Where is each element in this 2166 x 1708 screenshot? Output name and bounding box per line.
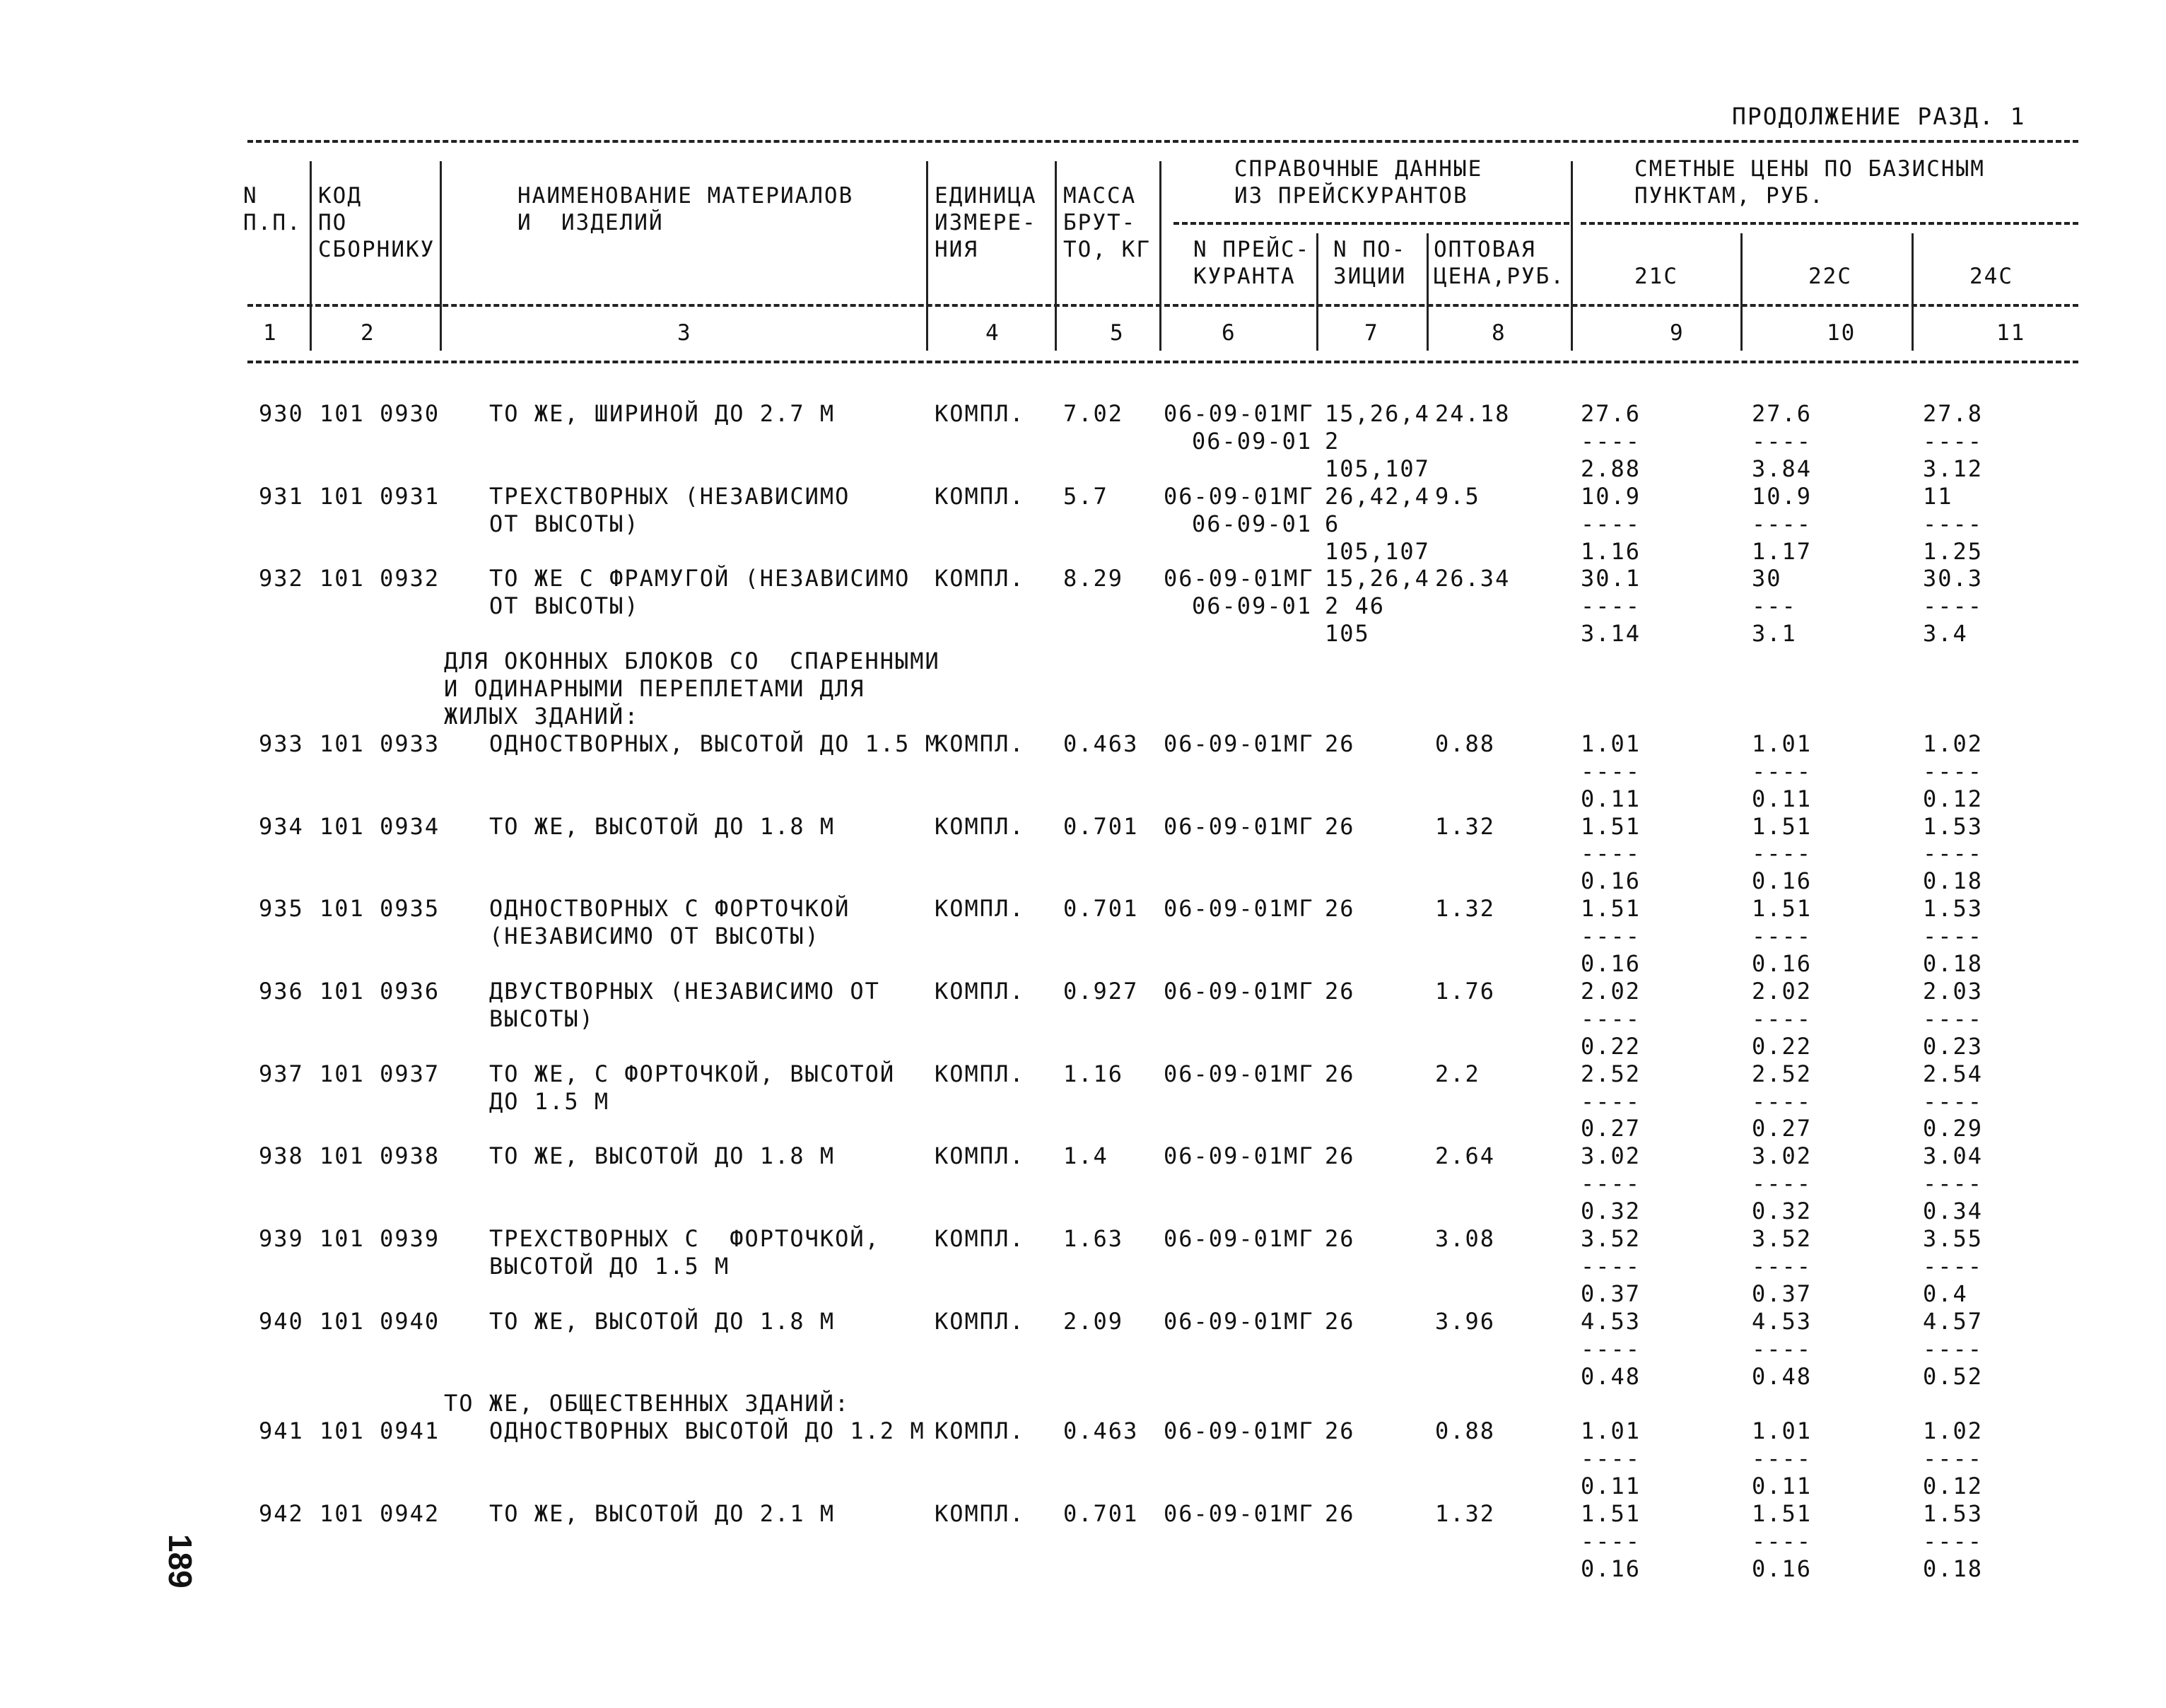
row-unit: КОМПЛ. [935,1225,1025,1252]
row-wholesale-price: 26.34 [1435,565,1511,592]
row-p24: 4.57 [1923,1308,1984,1335]
row-mass: 8.29 [1063,565,1124,592]
row-p24: ---- [1923,1528,1984,1555]
row-unit: КОМПЛ. [935,1417,1025,1444]
row-number: 932 [259,565,304,592]
row-p21: 1.01 [1581,1417,1641,1444]
row-mass: 0.463 [1063,1417,1139,1444]
row-name: ТО ЖЕ, ВЫСОТОЙ ДО 1.8 М [489,813,836,840]
row-p22: 0.37 [1752,1280,1813,1307]
header-price-group-1: СМЕТНЫЕ ЦЕНЫ ПО БАЗИСНЫМ [1634,156,1985,182]
row-p24: 0.52 [1923,1363,1984,1390]
header-position-2: ЗИЦИИ [1333,264,1407,289]
row-p21: ---- [1581,1170,1641,1197]
row-name: (НЕЗАВИСИМО ОТ ВЫСОТЫ) [489,923,820,949]
row-code: 101 0933 [320,730,440,757]
row-p24: 1.25 [1923,538,1984,565]
row-position: 26 [1325,895,1355,922]
row-p24: ---- [1923,1335,1984,1362]
row-p21: 2.52 [1581,1060,1641,1087]
row-p22: ---- [1752,923,1813,949]
header-n: N [243,183,258,209]
col-divider [926,161,928,351]
header-mid-rule-price [1581,222,2078,225]
row-p21: ---- [1581,1445,1641,1472]
row-p22: ---- [1752,428,1813,455]
row-p24: ---- [1923,1088,1984,1115]
header-wholesale-1: ОПТОВАЯ [1434,237,1536,262]
row-p24: 11 [1923,483,1953,510]
row-p21: 0.27 [1581,1115,1641,1142]
row-p22: ---- [1752,1088,1813,1115]
row-unit: КОМПЛ. [935,400,1025,427]
row-p21: 0.22 [1581,1033,1641,1060]
row-p24: 3.55 [1923,1225,1984,1252]
row-code: 101 0934 [320,813,440,840]
row-name: ТО ЖЕ, ШИРИНОЙ ДО 2.7 М [489,400,836,427]
colnum-9: 9 [1670,320,1685,346]
row-pricelist: 06-09-01МГ [1164,813,1314,840]
row-name: ДВУСТВОРНЫХ (НЕЗАВИСИМО ОТ [489,978,880,1005]
header-position-1: N ПО- [1333,237,1407,262]
row-p24: 0.18 [1923,950,1984,977]
row-code: 101 0942 [320,1500,440,1527]
col-divider [1159,161,1161,351]
header-21c: 21С [1634,264,1678,289]
header-unit-1: ЕДИНИЦА [935,183,1037,209]
row-number: 941 [259,1417,304,1444]
colnum-3: 3 [677,320,692,346]
row-p24: 0.18 [1923,1555,1984,1582]
row-unit: КОМПЛ. [935,730,1025,757]
row-name: ОДНОСТВОРНЫХ С ФОРТОЧКОЙ [489,895,850,922]
row-p21: ---- [1581,1253,1641,1280]
row-mass: 0.463 [1063,730,1139,757]
row-name: ТО ЖЕ С ФРАМУГОЙ (НЕЗАВИСИМО [489,565,911,592]
row-p22: 30 [1752,565,1782,592]
row-p22: 2.52 [1752,1060,1813,1087]
header-ref-group-1: СПРАВОЧНЫЕ ДАННЫЕ [1234,156,1483,182]
row-code: 101 0932 [320,565,440,592]
colnum-4: 4 [985,320,1000,346]
row-number: 939 [259,1225,304,1252]
row-number: 933 [259,730,304,757]
row-p24: ---- [1923,1170,1984,1197]
row-p24: 0.23 [1923,1033,1984,1060]
row-code: 101 0935 [320,895,440,922]
row-unit: КОМПЛ. [935,1308,1025,1335]
row-p22: ---- [1752,1335,1813,1362]
row-p24: 0.12 [1923,1473,1984,1499]
row-mass: 1.16 [1063,1060,1124,1087]
row-position: 26,42,4 [1325,483,1430,510]
row-p24: 1.53 [1923,895,1984,922]
row-p24: 2.03 [1923,978,1984,1005]
row-unit: КОМПЛ. [935,1060,1025,1087]
row-number: 931 [259,483,304,510]
row-p21: ---- [1581,1005,1641,1032]
row-p22: ---- [1752,1005,1813,1032]
row-unit: КОМПЛ. [935,978,1025,1005]
row-wholesale-price: 2.2 [1435,1060,1480,1087]
row-position: 26 [1325,1060,1355,1087]
row-p22: 0.48 [1752,1363,1813,1390]
row-p21: 0.16 [1581,867,1641,894]
colnum-7: 7 [1364,320,1379,346]
row-p21: ---- [1581,840,1641,867]
row-p21: 0.16 [1581,950,1641,977]
row-p22: 0.16 [1752,950,1813,977]
row-p24: 30.3 [1923,565,1984,592]
row-code: 101 0940 [320,1308,440,1335]
row-p21: 4.53 [1581,1308,1641,1335]
row-p21: 1.16 [1581,538,1641,565]
row-p24: 2.54 [1923,1060,1984,1087]
row-name: ОТ ВЫСОТЫ) [489,510,640,537]
row-p24: ---- [1923,1005,1984,1032]
row-p21: 0.37 [1581,1280,1641,1307]
row-p22: 0.32 [1752,1198,1813,1224]
row-name: ТО ЖЕ, ВЫСОТОЙ ДО 1.8 М [489,1142,836,1169]
header-ref-group-2: ИЗ ПРЕЙСКУРАНТОВ [1234,183,1468,209]
section-heading: ЖИЛЫХ ЗДАНИЙ: [444,703,640,730]
row-pricelist: 06-09-01МГ [1164,1500,1314,1527]
row-wholesale-price: 1.76 [1435,978,1496,1005]
row-wholesale-price: 24.18 [1435,400,1511,427]
row-mass: 1.63 [1063,1225,1124,1252]
row-wholesale-price: 0.88 [1435,1417,1496,1444]
row-p22: 1.01 [1752,730,1813,757]
header-mid-rule-ref [1173,222,1569,225]
colnum-6: 6 [1222,320,1236,346]
header-mass-1: МАССА [1063,183,1137,209]
row-pricelist: 06-09-01 [1192,428,1313,455]
row-p21: ---- [1581,923,1641,949]
row-p24: ---- [1923,840,1984,867]
row-pricelist: 06-09-01МГ [1164,1308,1314,1335]
row-unit: КОМПЛ. [935,483,1025,510]
row-code: 101 0938 [320,1142,440,1169]
row-unit: КОМПЛ. [935,895,1025,922]
row-p22: ---- [1752,510,1813,537]
header-name-1: НАИМЕНОВАНИЕ МАТЕРИАЛОВ [517,183,854,209]
row-p22: ---- [1752,840,1813,867]
row-position: 26 [1325,978,1355,1005]
row-position: 2 [1325,428,1340,455]
row-p21: 10.9 [1581,483,1641,510]
row-p24: 1.02 [1923,730,1984,757]
colnum-8: 8 [1492,320,1506,346]
row-p24: 1.53 [1923,813,1984,840]
row-p22: --- [1752,592,1797,619]
col-divider [1740,233,1743,351]
row-name: ОДНОСТВОРНЫХ, ВЫСОТОЙ ДО 1.5 М [489,730,940,757]
section-heading: ДЛЯ ОКОННЫХ БЛОКОВ СО СПАРЕННЫМИ [444,648,940,674]
colnum-5: 5 [1110,320,1125,346]
row-wholesale-price: 3.08 [1435,1225,1496,1252]
row-p24: 3.4 [1923,620,1968,647]
row-p24: 0.4 [1923,1280,1968,1307]
row-position: 26 [1325,1417,1355,1444]
row-p24: ---- [1923,1445,1984,1472]
row-mass: 5.7 [1063,483,1108,510]
row-position: 6 [1325,510,1340,537]
row-pricelist: 06-09-01МГ [1164,1142,1314,1169]
header-price-group-2: ПУНКТАМ, РУБ. [1634,183,1825,209]
row-pricelist: 06-09-01МГ [1164,1060,1314,1087]
section-heading: ТО ЖЕ, ОБЩЕСТВЕННЫХ ЗДАНИЙ: [444,1390,850,1417]
row-p21: 3.14 [1581,620,1641,647]
row-p21: 0.11 [1581,1473,1641,1499]
row-p22: 1.51 [1752,813,1813,840]
row-wholesale-price: 0.88 [1435,730,1496,757]
header-code-2: ПО [318,210,348,235]
row-wholesale-price: 1.32 [1435,895,1496,922]
row-mass: 0.701 [1063,895,1139,922]
row-wholesale-price: 9.5 [1435,483,1480,510]
row-p24: ---- [1923,592,1984,619]
header-22c: 22С [1808,264,1852,289]
row-unit: КОМПЛ. [935,1500,1025,1527]
colnum-11: 11 [1996,320,2026,346]
row-p21: 1.51 [1581,1500,1641,1527]
row-wholesale-price: 1.32 [1435,813,1496,840]
row-name: ТРЕХСТВОРНЫХ (НЕЗАВИСИМО [489,483,850,510]
row-pricelist: 06-09-01МГ [1164,400,1314,427]
row-p24: 1.53 [1923,1500,1984,1527]
header-24c: 24С [1969,264,2013,289]
row-p22: 3.84 [1752,455,1813,482]
row-p22: ---- [1752,758,1813,785]
row-p21: ---- [1581,1088,1641,1115]
row-p21: ---- [1581,758,1641,785]
col-divider [1571,161,1573,351]
row-mass: 0.701 [1063,813,1139,840]
row-p22: 10.9 [1752,483,1813,510]
row-pricelist: 06-09-01 [1192,510,1313,537]
row-p22: 2.02 [1752,978,1813,1005]
row-p22: 27.6 [1752,400,1813,427]
row-p21: 30.1 [1581,565,1641,592]
row-p22: 0.22 [1752,1033,1813,1060]
row-p22: 3.52 [1752,1225,1813,1252]
row-name: ВЫСОТЫ) [489,1005,595,1032]
row-p24: 3.12 [1923,455,1984,482]
colnum-10: 10 [1827,320,1856,346]
row-code: 101 0936 [320,978,440,1005]
row-name: ТО ЖЕ, ВЫСОТОЙ ДО 1.8 М [489,1308,836,1335]
header-mass-3: ТО, КГ [1063,237,1151,262]
row-code: 101 0931 [320,483,440,510]
colnum-bottom-rule [247,361,2078,363]
row-number: 942 [259,1500,304,1527]
row-p21: 0.11 [1581,785,1641,812]
row-p21: ---- [1581,1528,1641,1555]
row-p24: ---- [1923,1253,1984,1280]
row-number: 937 [259,1060,304,1087]
row-name: ТО ЖЕ, ВЫСОТОЙ ДО 2.1 М [489,1500,836,1527]
row-number: 934 [259,813,304,840]
row-unit: КОМПЛ. [935,565,1025,592]
row-position: 15,26,4 [1325,400,1430,427]
row-p21: 2.02 [1581,978,1641,1005]
row-p24: 1.02 [1923,1417,1984,1444]
row-p22: ---- [1752,1253,1813,1280]
row-p22: 0.11 [1752,1473,1813,1499]
header-code-1: КОД [318,183,362,209]
row-p21: 2.88 [1581,455,1641,482]
row-number: 940 [259,1308,304,1335]
row-p24: 0.18 [1923,867,1984,894]
col-divider [1055,161,1057,351]
row-p21: ---- [1581,592,1641,619]
row-number: 935 [259,895,304,922]
row-mass: 0.927 [1063,978,1139,1005]
row-p22: 0.16 [1752,1555,1813,1582]
row-pricelist: 06-09-01 [1192,592,1313,619]
row-mass: 1.4 [1063,1142,1108,1169]
colnum-2: 2 [361,320,375,346]
row-p24: ---- [1923,758,1984,785]
row-name: ОДНОСТВОРНЫХ ВЫСОТОЙ ДО 1.2 М [489,1417,925,1444]
row-position: 26 [1325,1225,1355,1252]
header-unit-3: НИЯ [935,237,978,262]
row-number: 930 [259,400,304,427]
col-divider [440,161,442,351]
row-position: 105,107 [1325,455,1430,482]
page-number: 189 [162,1534,199,1589]
row-p22: 1.17 [1752,538,1813,565]
row-mass: 7.02 [1063,400,1124,427]
row-pricelist: 06-09-01МГ [1164,483,1314,510]
row-p22: ---- [1752,1445,1813,1472]
row-wholesale-price: 2.64 [1435,1142,1496,1169]
row-p21: ---- [1581,510,1641,537]
row-code: 101 0937 [320,1060,440,1087]
row-p21: 0.16 [1581,1555,1641,1582]
row-name: ТО ЖЕ, С ФОРТОЧКОЙ, ВЫСОТОЙ [489,1060,896,1087]
row-p21: 1.01 [1581,730,1641,757]
row-p24: 27.8 [1923,400,1984,427]
row-name: ТРЕХСТВОРНЫХ С ФОРТОЧКОЙ, [489,1225,880,1252]
row-code: 101 0930 [320,400,440,427]
row-p22: 0.11 [1752,785,1813,812]
row-p21: 27.6 [1581,400,1641,427]
row-pricelist: 06-09-01МГ [1164,1417,1314,1444]
row-p22: 1.51 [1752,1500,1813,1527]
row-position: 105,107 [1325,538,1430,565]
row-p24: 3.04 [1923,1142,1984,1169]
row-pricelist: 06-09-01МГ [1164,978,1314,1005]
header-mass-2: БРУТ- [1063,210,1137,235]
row-code: 101 0941 [320,1417,440,1444]
row-p22: 0.16 [1752,867,1813,894]
row-mass: 2.09 [1063,1308,1124,1335]
col-divider [310,161,312,351]
row-position: 26 [1325,1142,1355,1169]
row-code: 101 0939 [320,1225,440,1252]
row-name: ВЫСОТОЙ ДО 1.5 М [489,1253,730,1280]
row-p24: ---- [1923,428,1984,455]
col-divider [1316,233,1318,351]
row-unit: КОМПЛ. [935,1142,1025,1169]
row-p24: 0.29 [1923,1115,1984,1142]
header-name-2: И ИЗДЕЛИЙ [517,210,664,235]
header-top-rule [247,140,2078,143]
row-pricelist: 06-09-01МГ [1164,565,1314,592]
continuation-note: ПРОДОЛЖЕНИЕ РАЗД. 1 [1732,103,2026,130]
row-position: 26 [1325,730,1355,757]
row-pricelist: 06-09-01МГ [1164,730,1314,757]
row-number: 938 [259,1142,304,1169]
row-mass: 0.701 [1063,1500,1139,1527]
row-position: 2 46 [1325,592,1386,619]
row-position: 105 [1325,620,1370,647]
row-p22: 1.01 [1752,1417,1813,1444]
header-code-3: СБОРНИКУ [318,237,435,262]
row-p21: 1.51 [1581,813,1641,840]
header-unit-2: ИЗМЕРЕ- [935,210,1037,235]
row-p22: ---- [1752,1170,1813,1197]
header-pricelist-1: N ПРЕЙС- [1193,237,1311,262]
col-divider [1912,233,1914,351]
header-bottom-rule [247,304,2078,307]
row-p22: 3.02 [1752,1142,1813,1169]
header-pricelist-2: КУРАНТА [1193,264,1296,289]
row-pricelist: 06-09-01МГ [1164,1225,1314,1252]
row-p21: 3.02 [1581,1142,1641,1169]
col-divider [1427,233,1429,351]
row-p21: ---- [1581,1335,1641,1362]
row-position: 26 [1325,1500,1355,1527]
row-p21: 0.32 [1581,1198,1641,1224]
row-pricelist: 06-09-01МГ [1164,895,1314,922]
row-number: 936 [259,978,304,1005]
row-p24: ---- [1923,510,1984,537]
row-position: 26 [1325,813,1355,840]
row-p22: 0.27 [1752,1115,1813,1142]
row-p24: 0.12 [1923,785,1984,812]
row-unit: КОМПЛ. [935,813,1025,840]
header-wholesale-2: ЦЕНА,РУБ. [1434,264,1565,289]
row-name: ОТ ВЫСОТЫ) [489,592,640,619]
header-pp: П.П. [243,210,302,235]
section-heading: И ОДИНАРНЫМИ ПЕРЕПЛЕТАМИ ДЛЯ [444,675,865,702]
row-position: 15,26,4 [1325,565,1430,592]
row-p22: 4.53 [1752,1308,1813,1335]
row-p22: 1.51 [1752,895,1813,922]
row-p22: 3.1 [1752,620,1797,647]
colnum-1: 1 [263,320,278,346]
row-p22: ---- [1752,1528,1813,1555]
row-position: 26 [1325,1308,1355,1335]
row-p21: 0.48 [1581,1363,1641,1390]
row-wholesale-price: 1.32 [1435,1500,1496,1527]
row-p21: 3.52 [1581,1225,1641,1252]
row-p21: 1.51 [1581,895,1641,922]
row-p24: ---- [1923,923,1984,949]
row-p24: 0.34 [1923,1198,1984,1224]
row-wholesale-price: 3.96 [1435,1308,1496,1335]
row-p21: ---- [1581,428,1641,455]
row-name: ДО 1.5 М [489,1088,610,1115]
